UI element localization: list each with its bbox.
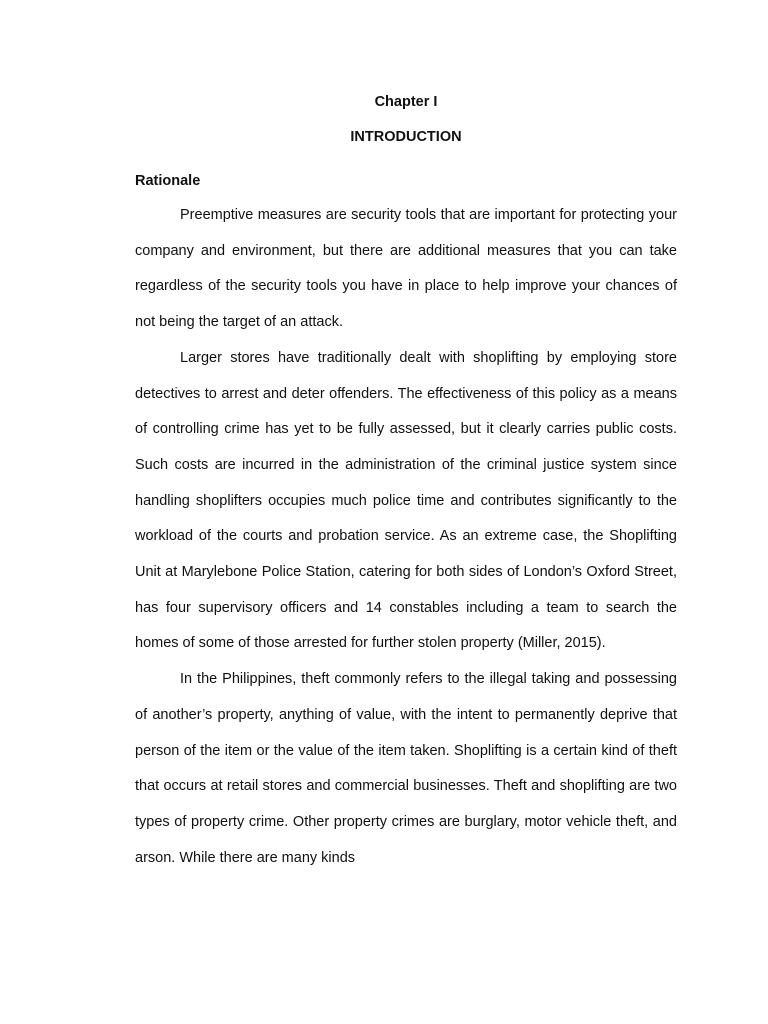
paragraph-rationale-1: Preemptive measures are security tools that are important for protecting your company and environment, but there are additional measures that you can take regardless of the security tools you have in place to help improve your chances of not being the target of an attack. (135, 207, 677, 331)
paragraph-rationale-3: In the Philippines, theft commonly refers to the illegal taking and possessing of another’s property, anything of value, with the intent to permanently deprive that person of the item or the value of the item taken. Shoplifting is a certain kind of theft that occurs at retail stores and commercial businesses. Theft and shoplifting are two types of property crime. Other property crimes are burglary, motor vehicle theft, and arson. While there are many kinds (135, 671, 677, 866)
section-heading: Rationale (135, 173, 201, 189)
body-text (135, 198, 677, 876)
chapter-title: INTRODUCTION (350, 129, 462, 145)
chapter-label: Chapter I (374, 94, 438, 110)
paragraph-rationale-2: Larger stores have traditionally dealt with shoplifting by employing store detectives to arrest and deter offenders. The effectiveness of this policy as a means of controlling crime has yet to be fully assessed, but it clearly carries public costs. Such costs are incurred in the administration of the criminal justice system since handling shoplifters occupies much police time and contributes significantly to the workload of the courts and probation service. As an extreme case, the Shoplifting Unit at Marylebone Police Station, catering for both sides of London’s Oxford Street, has four supervisory officers and 14 constables including a team to search the homes of some of those arrested for further stolen property (Miller, 2015). (135, 349, 677, 652)
